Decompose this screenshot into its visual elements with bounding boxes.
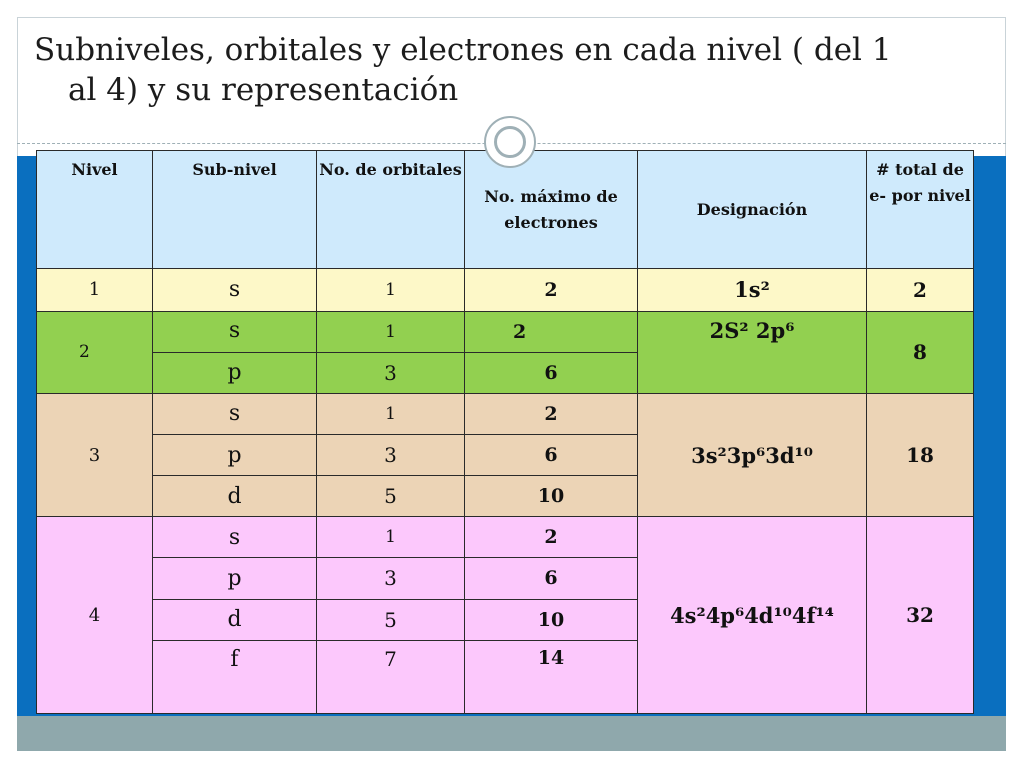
cell-subnivel: d	[153, 599, 317, 640]
cell-maximo: 2	[465, 269, 638, 311]
cell-subnivel: s	[153, 311, 317, 352]
cell-designacion: 1s²	[638, 269, 867, 311]
cell-subnivel: s	[153, 393, 317, 434]
table-row	[37, 311, 974, 352]
cell-orbitales: 3	[317, 434, 465, 475]
table-row	[37, 517, 974, 558]
cell-orbitales: 1	[317, 393, 465, 434]
cell-subnivel: s	[153, 517, 317, 558]
header-maximo: No. máximo de electrones	[465, 151, 638, 269]
bottom-band	[17, 716, 1006, 751]
slide-title-line2: al 4) y su representación	[68, 72, 459, 108]
cell-subnivel: s	[153, 269, 317, 311]
header-row	[37, 151, 974, 269]
cell-nivel: 2	[37, 311, 153, 393]
table-row	[37, 269, 974, 311]
cell-subnivel: f	[153, 640, 317, 713]
cell-maximo: 6	[465, 558, 638, 599]
cell-maximo: 10	[465, 476, 638, 517]
cell-orbitales: 1	[317, 517, 465, 558]
cell-orbitales: 5	[317, 599, 465, 640]
cell-subnivel: p	[153, 434, 317, 475]
cell-nivel: 3	[37, 393, 153, 516]
cell-maximo: 6	[465, 434, 638, 475]
header-nivel: Nivel	[37, 151, 153, 269]
cell-subnivel: d	[153, 476, 317, 517]
cell-subnivel: p	[153, 352, 317, 393]
slide-title	[34, 30, 994, 110]
cell-designacion: 4s²4p⁶4d¹⁰4f¹⁴	[638, 517, 867, 714]
circle-ornament	[484, 116, 536, 168]
cell-nivel: 4	[37, 517, 153, 714]
cell-maximo: 2	[465, 393, 638, 434]
header-orbitales: No. de orbitales	[317, 151, 465, 269]
electron-table	[36, 150, 974, 714]
cell-subnivel: p	[153, 558, 317, 599]
cell-maximo: 10	[465, 599, 638, 640]
cell-orbitales: 3	[317, 352, 465, 393]
cell-total: 32	[867, 517, 974, 714]
header-designacion: Designación	[638, 151, 867, 269]
cell-orbitales: 5	[317, 476, 465, 517]
cell-designacion: 2S² 2p⁶	[638, 311, 867, 393]
cell-orbitales: 7	[317, 640, 465, 713]
cell-nivel: 1	[37, 269, 153, 311]
table-row	[37, 393, 974, 434]
slide-title-line1: Subniveles, orbitales y electrones en cada nivel ( del 1	[34, 32, 892, 68]
cell-total: 2	[867, 269, 974, 311]
cell-maximo: 14	[465, 640, 638, 713]
cell-orbitales: 3	[317, 558, 465, 599]
cell-orbitales: 1	[317, 311, 465, 352]
cell-maximo: 2	[465, 311, 638, 352]
header-total: # total de e- por nivel	[867, 151, 974, 269]
cell-maximo: 6	[465, 352, 638, 393]
cell-orbitales: 1	[317, 269, 465, 311]
cell-maximo: 2	[465, 517, 638, 558]
cell-total: 8	[867, 311, 974, 393]
cell-total: 18	[867, 393, 974, 516]
header-subnivel: Sub-nivel	[153, 151, 317, 269]
cell-designacion: 3s²3p⁶3d¹⁰	[638, 393, 867, 516]
